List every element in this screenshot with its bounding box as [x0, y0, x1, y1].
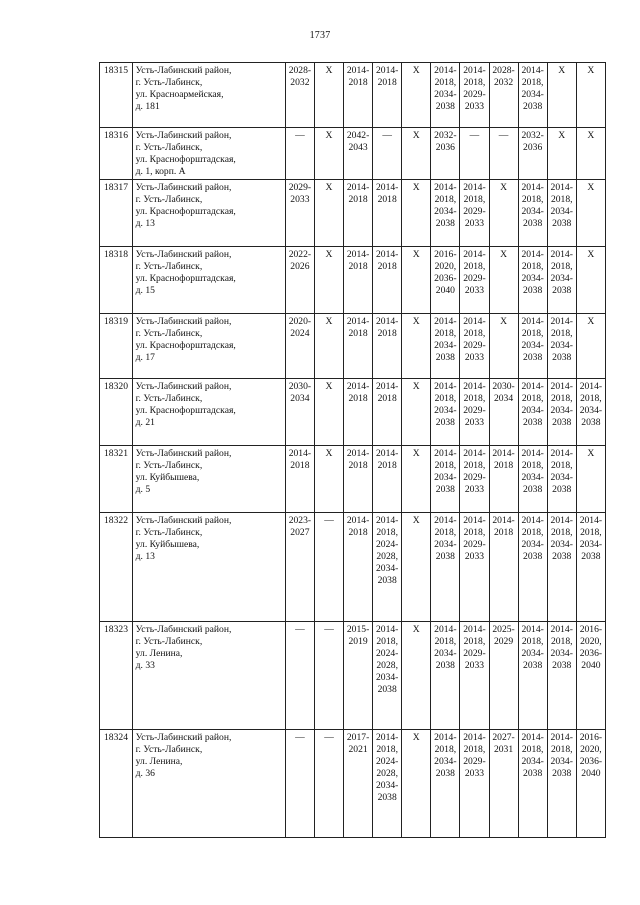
period-cell: 2014- 2018, 2034- 2038 [547, 730, 576, 838]
period-cell: Х [576, 180, 605, 247]
period-cell: 2027- 2031 [489, 730, 518, 838]
period-cell: Х [314, 128, 343, 180]
period-cell: 2014- 2018, 2034- 2038 [431, 180, 460, 247]
period-cell: — [460, 128, 489, 180]
period-cell: Х [314, 247, 343, 314]
period-cell: 2014- 2018, 2034- 2038 [431, 622, 460, 730]
period-cell: 2014- 2018, 2029- 2033 [460, 180, 489, 247]
period-cell: 2025- 2029 [489, 622, 518, 730]
period-cell: 2014- 2018, 2034- 2038 [547, 247, 576, 314]
period-cell: — [314, 730, 343, 838]
period-cell: 2014- 2018 [285, 446, 314, 513]
address-cell: Усть-Лабинский район, г. Усть-Лабинск, ул. Куйбышева, д. 5 [132, 446, 285, 513]
period-cell: 2014- 2018, 2034- 2038 [431, 379, 460, 446]
period-cell: 2014- 2018 [373, 446, 402, 513]
table-row [100, 730, 606, 838]
period-cell: 2014- 2018, 2034- 2038 [547, 622, 576, 730]
period-cell: Х [489, 247, 518, 314]
period-cell: 2014- 2018, 2034- 2038 [547, 513, 576, 622]
table-row [100, 513, 606, 622]
period-cell: Х [576, 128, 605, 180]
table-row [100, 622, 606, 730]
address-cell: Усть-Лабинский район, г. Усть-Лабинск, ул. Краснофорштадская, д. 15 [132, 247, 285, 314]
period-cell: Х [402, 63, 431, 128]
address-cell: Усть-Лабинский район, г. Усть-Лабинск, ул. Красноармейская, д. 181 [132, 63, 285, 128]
period-cell: 2014- 2018, 2029- 2033 [460, 379, 489, 446]
period-cell: 2014- 2018, 2034- 2038 [518, 446, 547, 513]
period-cell: 2014- 2018 [344, 446, 373, 513]
period-cell: 2014- 2018, 2034- 2038 [518, 379, 547, 446]
period-cell: 2014- 2018, 2034- 2038 [547, 446, 576, 513]
table-row [100, 314, 606, 379]
period-cell: 2014- 2018, 2034- 2038 [431, 314, 460, 379]
period-cell: 2015- 2019 [344, 622, 373, 730]
address-cell: Усть-Лабинский район, г. Усть-Лабинск, ул. Краснофорштадская, д. 21 [132, 379, 285, 446]
period-cell: 2016- 2020, 2036- 2040 [576, 730, 605, 838]
row-number-cell: 18319 [100, 314, 133, 379]
period-cell: Х [402, 379, 431, 446]
page-number: 1737 [309, 30, 331, 41]
period-cell: 2014- 2018 [373, 314, 402, 379]
period-cell: 2028- 2032 [489, 63, 518, 128]
period-cell: Х [576, 446, 605, 513]
row-number-cell: 18315 [100, 63, 133, 128]
period-cell: 2014- 2018, 2034- 2038 [518, 314, 547, 379]
period-cell: 2014- 2018, 2034- 2038 [576, 379, 605, 446]
period-cell: 2032- 2036 [431, 128, 460, 180]
table-row [100, 379, 606, 446]
address-cell: Усть-Лабинский район, г. Усть-Лабинск, ул. Куйбышева, д. 13 [132, 513, 285, 622]
period-cell: — [285, 730, 314, 838]
period-cell: Х [314, 180, 343, 247]
period-cell: 2014- 2018 [344, 180, 373, 247]
period-cell: Х [402, 128, 431, 180]
row-number-cell: 18317 [100, 180, 133, 247]
period-cell: 2014- 2018 [344, 513, 373, 622]
row-number-cell: 18323 [100, 622, 133, 730]
period-cell: Х [402, 730, 431, 838]
period-cell: Х [576, 63, 605, 128]
period-cell: 2014- 2018, 2034- 2038 [518, 730, 547, 838]
period-cell: 2016- 2020, 2036- 2040 [431, 247, 460, 314]
period-cell: 2032- 2036 [518, 128, 547, 180]
address-cell: Усть-Лабинский район, г. Усть-Лабинск, ул. Краснофорштадская, д. 17 [132, 314, 285, 379]
address-cell: Усть-Лабинский район, г. Усть-Лабинск, ул. Краснофорштадская, д. 13 [132, 180, 285, 247]
register-table-body [100, 63, 606, 838]
period-cell: 2014- 2018, 2024- 2028, 2034- 2038 [373, 622, 402, 730]
table-row [100, 128, 606, 180]
period-cell: 2014- 2018 [373, 180, 402, 247]
period-cell: — [314, 513, 343, 622]
row-number-cell: 18318 [100, 247, 133, 314]
table-row [100, 247, 606, 314]
table-row [100, 446, 606, 513]
period-cell: — [285, 128, 314, 180]
period-cell: Х [314, 63, 343, 128]
period-cell: 2014- 2018, 2034- 2038 [518, 63, 547, 128]
period-cell: 2017- 2021 [344, 730, 373, 838]
period-cell: 2014- 2018, 2034- 2038 [431, 730, 460, 838]
period-cell: 2014- 2018 [344, 63, 373, 128]
period-cell: Х [402, 314, 431, 379]
period-cell: 2014- 2018 [373, 379, 402, 446]
period-cell: 2014- 2018, 2034- 2038 [576, 513, 605, 622]
address-cell: Усть-Лабинский район, г. Усть-Лабинск, ул. Краснофорштадская, д. 1, корп. А [132, 128, 285, 180]
period-cell: 2014- 2018, 2034- 2038 [518, 247, 547, 314]
period-cell: 2014- 2018 [344, 379, 373, 446]
period-cell: — [285, 622, 314, 730]
period-cell: 2014- 2018 [344, 247, 373, 314]
period-cell: — [489, 128, 518, 180]
row-number-cell: 18324 [100, 730, 133, 838]
period-cell: 2020- 2024 [285, 314, 314, 379]
row-number-cell: 18320 [100, 379, 133, 446]
period-cell: 2014- 2018 [489, 513, 518, 622]
period-cell: Х [402, 446, 431, 513]
period-cell: 2014- 2018, 2034- 2038 [518, 622, 547, 730]
period-cell: 2014- 2018, 2024- 2028, 2034- 2038 [373, 513, 402, 622]
period-cell: 2014- 2018, 2029- 2033 [460, 247, 489, 314]
period-cell: 2014- 2018, 2034- 2038 [547, 314, 576, 379]
period-cell: Х [314, 379, 343, 446]
period-cell: Х [402, 247, 431, 314]
address-cell: Усть-Лабинский район, г. Усть-Лабинск, ул. Ленина, д. 36 [132, 730, 285, 838]
row-number-cell: 18316 [100, 128, 133, 180]
period-cell: 2042- 2043 [344, 128, 373, 180]
period-cell: 2014- 2018, 2029- 2033 [460, 63, 489, 128]
period-cell: — [314, 622, 343, 730]
period-cell: 2023- 2027 [285, 513, 314, 622]
table-row [100, 180, 606, 247]
period-cell: 2022- 2026 [285, 247, 314, 314]
period-cell: 2016- 2020, 2036- 2040 [576, 622, 605, 730]
period-cell: 2014- 2018, 2034- 2038 [431, 513, 460, 622]
period-cell: 2014- 2018, 2034- 2038 [431, 63, 460, 128]
period-cell: Х [314, 446, 343, 513]
period-cell: 2014- 2018, 2029- 2033 [460, 446, 489, 513]
period-cell: 2014- 2018, 2034- 2038 [431, 446, 460, 513]
period-cell: Х [402, 622, 431, 730]
period-cell: Х [547, 128, 576, 180]
row-number-cell: 18321 [100, 446, 133, 513]
period-cell: 2014- 2018, 2034- 2038 [547, 379, 576, 446]
period-cell: Х [547, 63, 576, 128]
period-cell: Х [489, 180, 518, 247]
address-cell: Усть-Лабинский район, г. Усть-Лабинск, ул. Ленина, д. 33 [132, 622, 285, 730]
period-cell: Х [314, 314, 343, 379]
period-cell: 2014- 2018, 2034- 2038 [518, 513, 547, 622]
period-cell: 2014- 2018, 2029- 2033 [460, 730, 489, 838]
period-cell: 2014- 2018, 2034- 2038 [518, 180, 547, 247]
period-cell: 2014- 2018 [489, 446, 518, 513]
table-row [100, 63, 606, 128]
period-cell: 2014- 2018 [373, 63, 402, 128]
period-cell: Х [402, 513, 431, 622]
period-cell: 2014- 2018, 2024- 2028, 2034- 2038 [373, 730, 402, 838]
register-table [99, 62, 606, 838]
period-cell: 2014- 2018, 2029- 2033 [460, 622, 489, 730]
period-cell: 2028- 2032 [285, 63, 314, 128]
period-cell: 2014- 2018 [344, 314, 373, 379]
period-cell: 2029- 2033 [285, 180, 314, 247]
period-cell: 2014- 2018, 2034- 2038 [547, 180, 576, 247]
period-cell: 2030- 2034 [489, 379, 518, 446]
period-cell: Х [489, 314, 518, 379]
period-cell: 2014- 2018 [373, 247, 402, 314]
period-cell: 2030- 2034 [285, 379, 314, 446]
period-cell: Х [402, 180, 431, 247]
row-number-cell: 18322 [100, 513, 133, 622]
period-cell: — [373, 128, 402, 180]
period-cell: Х [576, 247, 605, 314]
period-cell: 2014- 2018, 2029- 2033 [460, 513, 489, 622]
period-cell: 2014- 2018, 2029- 2033 [460, 314, 489, 379]
period-cell: Х [576, 314, 605, 379]
